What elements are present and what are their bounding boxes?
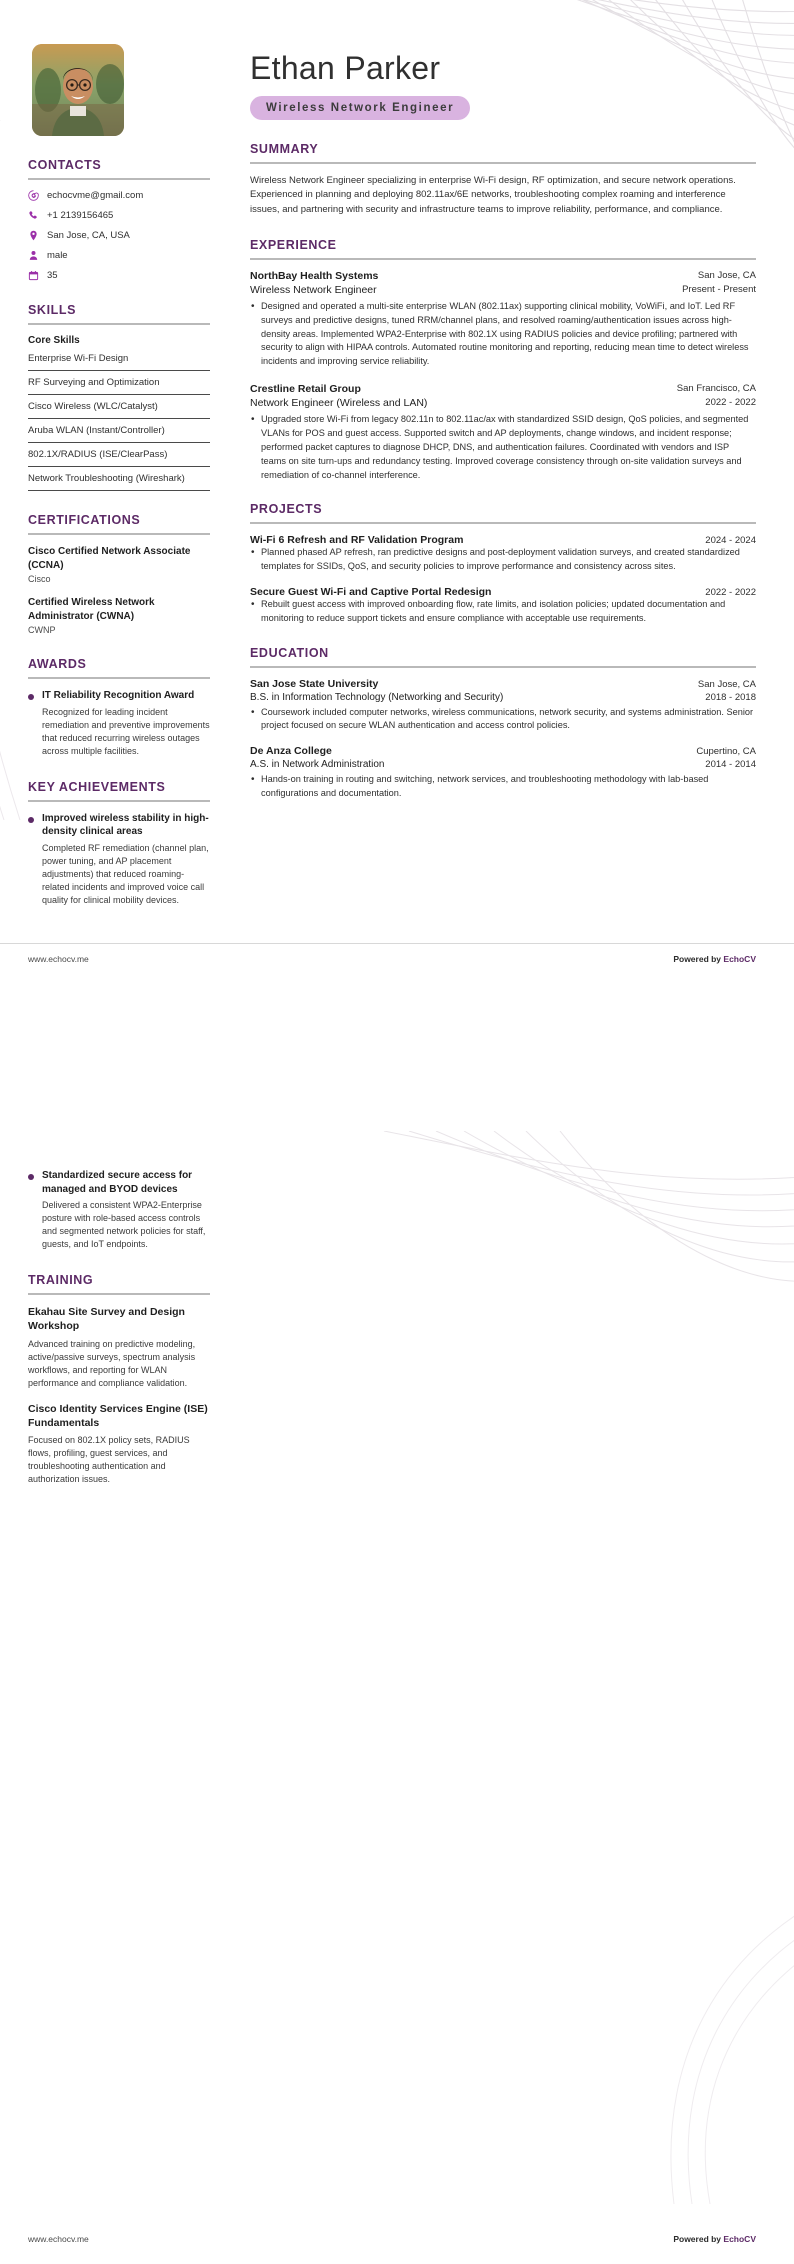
page-separator (0, 1123, 794, 1141)
footer-powered-by (673, 954, 756, 964)
contacts-heading: CONTACTS (28, 158, 102, 172)
award-item (28, 689, 210, 758)
experience-dates: Present - Present (682, 284, 756, 296)
email-icon (28, 190, 39, 201)
page-2-columns (0, 1141, 794, 1508)
divider (28, 178, 210, 180)
education-heading: EDUCATION (250, 645, 329, 660)
divider (28, 1293, 210, 1295)
certification-item (28, 596, 210, 635)
skills-section (28, 303, 210, 491)
education-point: • Coursework included computer networks, wireless communications, network security, and systems administration. Senior project focused on secure WLAN authentication and access control policies. (250, 706, 756, 734)
divider (28, 800, 210, 802)
training-description: Focused on 802.1X policy sets, RADIUS flows, profiling, guest services, and troubleshooting authentication and authorization issues. (28, 1435, 190, 1485)
skill-item: Enterprise Wi-Fi Design (28, 353, 210, 371)
summary-heading: SUMMARY (250, 141, 319, 156)
contact-location-value: San Jose, CA, USA (47, 230, 130, 241)
phone-icon (28, 210, 39, 221)
experience-heading: EXPERIENCE (250, 237, 337, 252)
skill-item: RF Surveying and Optimization (28, 377, 210, 395)
education-degree: A.S. in Network Administration (250, 759, 385, 771)
experience-company: NorthBay Health Systems (250, 269, 379, 282)
contact-gender-value: male (47, 250, 68, 261)
calendar-icon (28, 270, 39, 281)
training-heading: TRAINING (28, 1273, 94, 1288)
key-achievement-item (28, 1169, 210, 1251)
education-school: San Jose State University (250, 677, 379, 690)
divider (250, 162, 756, 164)
divider (28, 323, 210, 325)
divider (250, 666, 756, 668)
education-location: Cupertino, CA (696, 746, 756, 758)
education-points (250, 706, 756, 734)
key-achievement-title: Improved wireless stability in high-density clinical areas (42, 812, 209, 838)
certification-item (28, 545, 210, 584)
contact-phone[interactable] (28, 210, 210, 221)
experience-item (250, 270, 756, 369)
footer-site-url[interactable]: www.echocv.me (28, 953, 89, 964)
experience-location: San Jose, CA (697, 269, 756, 281)
training-item (28, 1402, 210, 1487)
contacts-section (28, 158, 210, 281)
education-point: • Hands-on training in routing and switching, network services, and troubleshooting methodology with lab-based configurations and documentation. (250, 773, 756, 801)
skill-item: 802.1X/RADIUS (ISE/ClearPass) (28, 449, 210, 467)
project-title: Secure Guest Wi-Fi and Captive Portal Redesign (250, 586, 492, 598)
contact-phone-value: +1 2139156465 (47, 210, 114, 221)
skill-item: Cisco Wireless (WLC/Catalyst) (28, 401, 210, 419)
training-description: Advanced training on predictive modeling, active/passive surveys, spectrum analysis workflows, and reporting for WLAN performance and compliance validation. (28, 1338, 196, 1388)
footer-site-url[interactable]: www.echocv.me (28, 2234, 89, 2244)
decorative-wave-lines-page2-bottom (434, 1844, 794, 2204)
key-achievements-heading: KEY ACHIEVEMENTS (28, 779, 166, 794)
bullet-dot-icon (28, 817, 34, 823)
project-point: • Rebuilt guest access with improved onboarding flow, rate limits, and isolation policies; updated documentation and monitoring to reduce support tickets and ensure compliance with acceptable use requirements. (250, 598, 756, 626)
experience-point: • Upgraded store Wi-Fi from legacy 802.11n to 802.11ac/ax with standardized SSID design, QoS policies, and segmented VLANs for POS and guest access. Supported switch and AP deployments, change windows, and incident response; performed packet captures to diagnose DHCP, DNS, and authentication failures. Coordinated with vendors and ISP teams on site turn-ups and redundancy testing. Improved coverage consistency through on-site validation surveys and remediation of co-channel interference. (250, 413, 756, 482)
bullet-dot-icon (28, 1174, 34, 1180)
certification-name: Certified Wireless Network Administrator (CWNA) (28, 597, 155, 622)
page-1-footer (0, 943, 794, 976)
headline-badge: Wireless Network Engineer (250, 96, 470, 120)
page-2-footer (0, 2224, 794, 2256)
experience-point: • Designed and operated a multi-site enterprise WLAN (802.11ax) supporting clinical mobility, VoWiFi, and IoT. Led RF surveys and predictive designs, tuned RRM/channel plans, and resolved roaming/authentication issues across high-density areas. Implemented WPA2-Enterprise with 802.1X using RADIUS policies and device profiling; partnered with security to align with HIPAA controls. Automated routine monitoring and reporting, reducing mean time to detect wireless incidents and improving service reliability. (250, 300, 756, 369)
main-content-page-2 (224, 1169, 756, 1508)
page-title: Ethan Parker (250, 50, 441, 86)
divider (28, 677, 210, 679)
divider (250, 522, 756, 524)
certification-org: CWNP (28, 625, 56, 635)
experience-company: Crestline Retail Group (250, 383, 361, 396)
certifications-heading: CERTIFICATIONS (28, 513, 141, 527)
experience-section (250, 238, 756, 483)
contact-email-value: echocvme@gmail.com (47, 190, 144, 201)
divider (250, 258, 756, 260)
project-points (250, 546, 756, 574)
experience-role: Network Engineer (Wireless and LAN) (250, 397, 428, 410)
award-title: IT Reliability Recognition Award (42, 690, 195, 701)
projects-heading: PROJECTS (250, 502, 323, 517)
page-2 (0, 1141, 794, 2264)
footer-brand-name: EchoCV (723, 2234, 756, 2244)
training-title: Ekahau Site Survey and Design Workshop (28, 1306, 185, 1333)
key-achievement-title: Standardized secure access for managed and BYOD devices (42, 1170, 193, 1195)
footer-powered-prefix: Powered by (673, 953, 724, 964)
project-point: • Planned phased AP refresh, ran predictive designs and post-deployment validation surveys, and created standardized templates for SSIDs, QoS, and security policies to improve performance and consistency across sites. (250, 546, 756, 574)
key-achievements-continued (28, 1169, 210, 1251)
key-achievement-item (28, 812, 210, 907)
contact-location (28, 230, 210, 241)
project-dates: 2024 - 2024 (705, 535, 756, 547)
experience-points (250, 413, 756, 482)
skills-heading: SKILLS (28, 303, 77, 317)
contact-age (28, 270, 210, 281)
person-icon (28, 250, 39, 261)
training-title: Cisco Identity Services Engine (ISE) Fundamentals (28, 1402, 208, 1429)
education-item (250, 678, 756, 734)
experience-location: San Francisco, CA (676, 383, 756, 395)
education-dates: 2014 - 2014 (705, 759, 756, 771)
education-points (250, 773, 756, 801)
experience-item (250, 383, 756, 482)
awards-heading: AWARDS (28, 657, 87, 671)
certification-org: Cisco (28, 574, 51, 584)
skill-item: Network Troubleshooting (Wireshark) (28, 473, 210, 491)
education-location: San Jose, CA (697, 678, 756, 690)
award-description: Recognized for leading incident remediation and preventive improvements that reduced recurring wireless outages across multiple facilities. (42, 706, 210, 756)
awards-section (28, 657, 210, 758)
contact-age-value: 35 (47, 270, 58, 281)
experience-points (250, 300, 756, 369)
footer-powered-by (673, 2234, 756, 2244)
main-content (224, 44, 756, 929)
project-points (250, 598, 756, 626)
summary-text: Wireless Network Engineer specializing in enterprise Wi-Fi design, RF optimization, and secure network operations. Experienced in planning and deploying 802.11ax/6E networks, troubleshooting complex roaming and interference issues, and partnering with security and infrastructure teams to improve reliability, performance, and compliance. (250, 174, 736, 216)
education-school: De Anza College (250, 745, 332, 758)
divider (28, 533, 210, 535)
page-1-columns (0, 0, 794, 929)
project-title: Wi-Fi 6 Refresh and RF Validation Program (250, 534, 464, 547)
education-degree: B.S. in Information Technology (Networking and Security) (250, 691, 504, 703)
training-item (28, 1305, 210, 1390)
skills-group-title: Core Skills (28, 335, 80, 346)
key-achievement-description: Completed RF remediation (channel plan, power tuning, and AP placement adjustments) that reduced roaming-related incidents and improved voice call quality for clinical mobility devices. (42, 842, 209, 905)
sidebar (28, 44, 224, 929)
certifications-section (28, 513, 210, 635)
key-achievement-description: Delivered a consistent WPA2-Enterprise posture with role-based access controls and segmented network policies for staff, guests, and IoT endpoints. (42, 1200, 206, 1250)
experience-dates: 2022 - 2022 (705, 397, 756, 409)
training-section (28, 1273, 210, 1486)
project-item (250, 534, 756, 574)
contact-gender (28, 250, 210, 261)
summary-section (250, 142, 756, 218)
experience-role: Wireless Network Engineer (250, 284, 377, 297)
project-dates: 2022 - 2022 (705, 587, 756, 598)
certification-name: Cisco Certified Network Associate (CCNA) (28, 546, 191, 571)
bullet-dot-icon (28, 694, 34, 700)
sidebar-continued (28, 1169, 224, 1508)
skill-item: Aruba WLAN (Instant/Controller) (28, 425, 210, 443)
key-achievements-section (28, 780, 210, 907)
education-dates: 2018 - 2018 (705, 691, 756, 703)
education-section (250, 646, 756, 801)
location-pin-icon (28, 230, 39, 241)
projects-section (250, 502, 756, 625)
avatar (32, 44, 124, 136)
contact-email[interactable] (28, 190, 210, 201)
page-1 (0, 0, 794, 1123)
footer-powered-prefix: Powered by (673, 2234, 724, 2244)
project-item (250, 586, 756, 626)
footer-brand-name: EchoCV (723, 953, 756, 964)
education-item (250, 745, 756, 801)
